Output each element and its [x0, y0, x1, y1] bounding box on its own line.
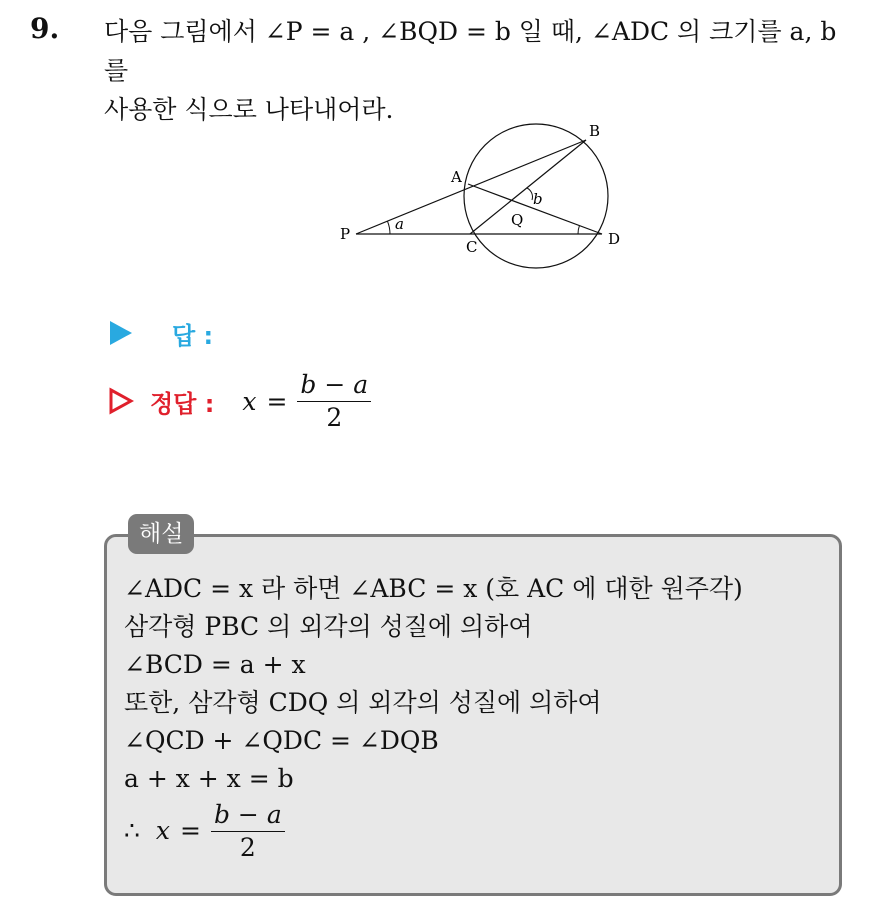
solution-line-4: 또한, 삼각형 CDQ 의 외각의 성질에 의하여: [124, 688, 602, 717]
label-D: D: [608, 230, 621, 248]
angle-arc-Q: [527, 188, 532, 200]
answer-blank-row: [108, 316, 213, 350]
geometry-figure: [330, 118, 640, 278]
question-text: [104, 12, 864, 129]
solution-line-2: 삼각형 PBC 의 외각의 성질에 의하여: [124, 612, 533, 641]
angle-label-b: b: [533, 190, 543, 208]
angle-arc-P: [388, 221, 391, 234]
filled-triangle-icon: [108, 319, 134, 347]
solution-line-3: ∠BCD = a + x: [124, 650, 306, 679]
solution-line-1: ∠ADC = x 라 하면 ∠ABC = x (호 AC 에 대한 원주각): [124, 574, 743, 603]
final-variable: x: [155, 816, 171, 845]
angle-label-a: a: [395, 215, 404, 233]
angle-arc-D: [578, 225, 580, 234]
correct-answer-label: 정답 :: [150, 389, 215, 418]
final-denominator: 2: [239, 832, 256, 862]
answer-variable: x: [242, 386, 257, 416]
problem-number: 9.: [30, 12, 60, 45]
correct-answer-expression: [242, 371, 371, 432]
solution-line-5: ∠QCD + ∠QDC = ∠DQB: [124, 726, 439, 755]
therefore-symbol: ∴: [124, 816, 140, 845]
final-equals: =: [180, 816, 201, 845]
label-P: P: [340, 225, 351, 243]
correct-answer-row: [108, 371, 371, 431]
segment-PB: [356, 140, 586, 234]
label-C: C: [466, 238, 478, 256]
final-numerator: b − a: [211, 801, 285, 832]
segment-CB: [470, 140, 586, 234]
outline-triangle-icon: [108, 387, 134, 415]
solution-body: [124, 570, 743, 862]
answer-equals: =: [266, 386, 288, 416]
label-A: A: [451, 168, 462, 186]
label-B: B: [589, 122, 601, 140]
answer-numerator: b − a: [297, 371, 371, 402]
question-line-1: 다음 그림에서 ∠P = a , ∠BQD = b 일 때, ∠ADC 의 크기를 a, b 를: [104, 17, 837, 85]
solution-tag: 해설: [128, 514, 194, 554]
answer-denominator: 2: [326, 402, 343, 432]
answer-fraction: [297, 371, 371, 432]
answer-label: 답 :: [172, 321, 214, 350]
solution-final-line: [124, 800, 743, 862]
label-Q: Q: [511, 211, 524, 229]
question-line-2: 사용한 식으로 나타내어라.: [104, 95, 394, 124]
final-fraction: [211, 801, 285, 862]
solution-line-6: a + x + x = b: [124, 764, 294, 793]
